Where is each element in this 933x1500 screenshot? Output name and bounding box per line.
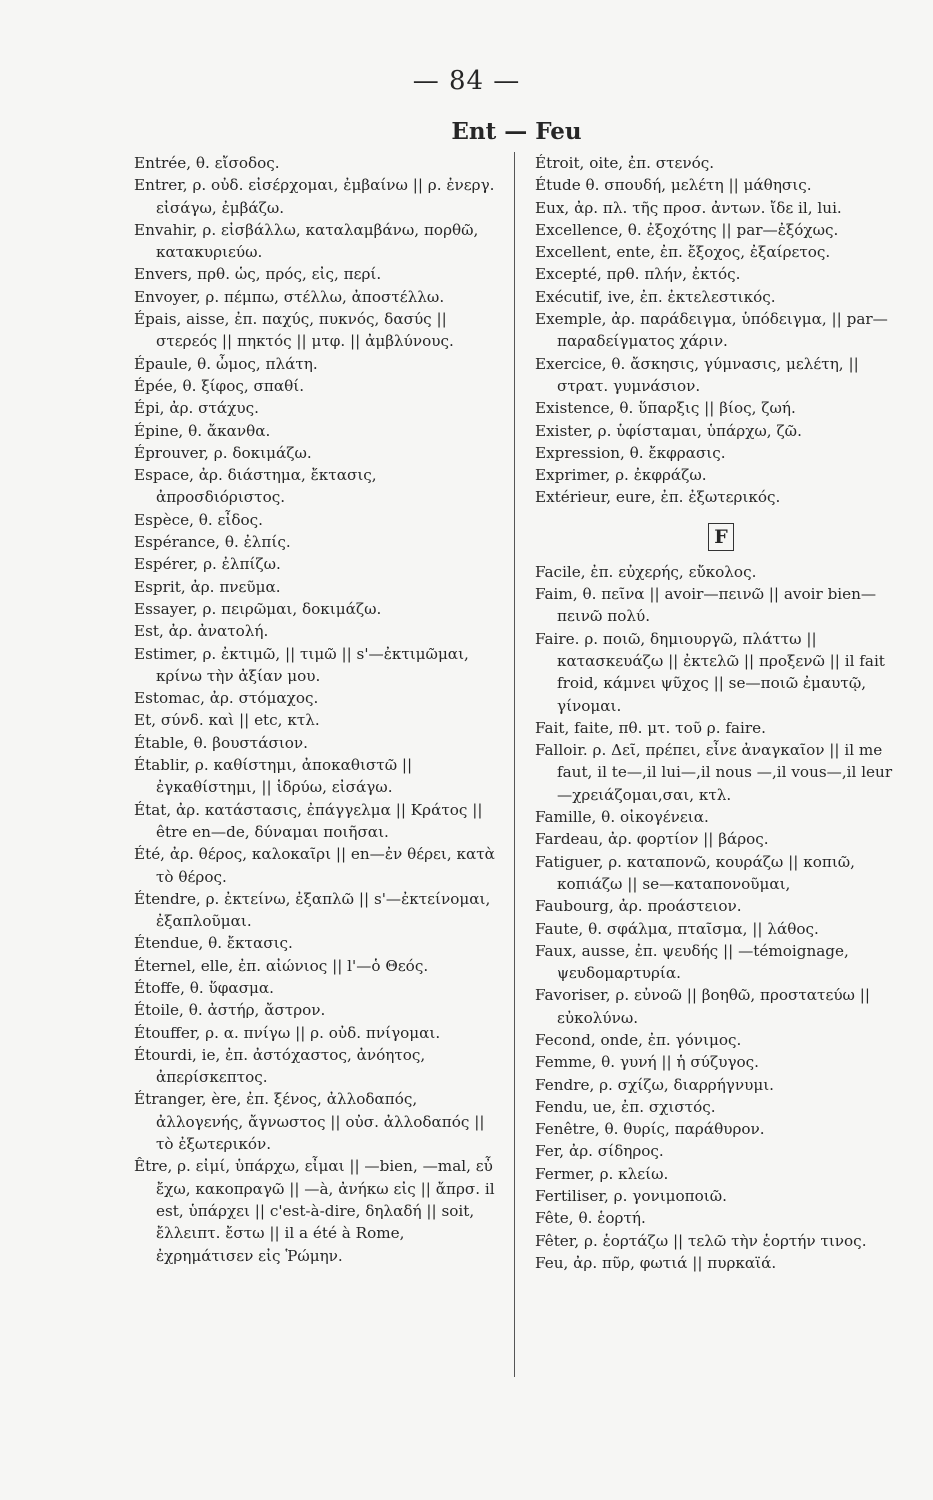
dictionary-entry: Fendre, ρ. σχίζω, διαρρήγνυμι. (535, 1075, 774, 1094)
dictionary-entry: Eux, ἀρ. πλ. τῆς προσ. ἀντων. ἴδε il, lui. (535, 198, 842, 217)
dictionary-entry: Fer, ἀρ. σίδηρος. (535, 1142, 664, 1161)
dictionary-entry: Épaule, θ. ὦμος, πλάτη. (134, 354, 318, 373)
column-divider (514, 152, 515, 1377)
dictionary-entry: Facile, ἐπ. εὐχερής, εὔκολος. (535, 562, 757, 581)
dictionary-entry: Étranger, ère, ἐπ. ξένος, ἀλλοδαπός, ἀλλογενής, ἄγνωστος || οὐσ. ἀλλοδαπός || τὸ ἐξωτερικόν. (134, 1090, 485, 1154)
dictionary-entry: Fait, faite, πθ. μτ. τοῦ ρ. faire. (535, 718, 766, 737)
dictionary-entry: Faubourg, ἀρ. προάστειον. (535, 897, 742, 916)
dictionary-entry: Entrer, ρ. οὐδ. εἰσέρχομαι, ἐμβαίνω || ρ. ἐνεργ. εἰσάγω, ἐμβάζω. (134, 176, 495, 217)
dictionary-entry: Fermer, ρ. κλείω. (535, 1164, 669, 1183)
dictionary-entry: Essayer, ρ. πειρῶμαι, δοκιμάζω. (134, 599, 382, 618)
dictionary-entry: Esprit, ἀρ. πνεῦμα. (134, 577, 281, 596)
section-letter-heading (535, 523, 907, 551)
right-column (535, 152, 907, 1274)
dictionary-entry: Feu, ἀρ. πῦρ, φωτιά || πυρκαϊά. (535, 1253, 777, 1272)
dictionary-entry: Faux, ausse, ἐπ. ψευδής || —témoignage, ψευδομαρτυρία. (535, 941, 849, 983)
dictionary-entry: Exercice, θ. ἄσκησις, γύμνασις, μελέτη, || στρατ. γυμνάσιον. (535, 354, 859, 395)
dictionary-entry: Fendu, ue, ἐπ. σχιστός. (535, 1097, 716, 1116)
dictionary-entry: Étendre, ρ. ἐκτείνω, ἐξαπλῶ || s'—ἐκτείνομαι, ἐξαπλοῦμαι. (134, 889, 491, 931)
dictionary-entry: Faute, θ. σφάλμα, πταῖσμα, || λάθος. (535, 919, 819, 938)
dictionary-entry: Fardeau, ἀρ. φορτίον || βάρος. (535, 830, 769, 849)
dictionary-entry: Fenêtre, θ. θυρίς, παράθυρον. (535, 1120, 765, 1139)
dictionary-entry: Exécutif, ive, ἐπ. ἐκτελεστικός. (535, 287, 776, 306)
dictionary-entry: Exprimer, ρ. ἐκφράζω. (535, 466, 707, 485)
right-column-e-entries (535, 152, 907, 509)
left-column (134, 152, 504, 1267)
dictionary-entry: Étouffer, ρ. α. πνίγω || ρ. οὐδ. πνίγομαι. (134, 1023, 441, 1042)
dictionary-entry: Fêter, ρ. ἑορτάζω || τελῶ τὴν ἑορτήν τινος. (535, 1231, 867, 1250)
dictionary-entry: Exemple, ἀρ. παράδειγμα, ὑπόδειγμα, || par—παραδείγματος χάριν. (535, 310, 888, 351)
dictionary-entry: Étable, θ. βουστάσιον. (134, 733, 308, 752)
dictionary-entry: Excepté, πρθ. πλήν, ἐκτός. (535, 265, 741, 284)
dictionary-entry: Épi, ἀρ. στάχυς. (134, 399, 259, 418)
dictionary-entry: Excellent, ente, ἐπ. ἔξοχος, ἐξαίρετος. (535, 243, 831, 262)
dictionary-entry: Expression, θ. ἔκφρασις. (535, 443, 726, 462)
dictionary-entry: Existence, θ. ὕπαρξις || βίος, ζωή. (535, 399, 796, 418)
dictionary-entry: Épine, θ. ἄκανθα. (134, 421, 271, 440)
dictionary-entry: Favoriser, ρ. εὐνοῶ || βοηθῶ, προστατεύω || εὐκολύνω. (535, 986, 870, 1027)
dictionary-entry: Est, ἀρ. ἀνατολή. (134, 622, 269, 641)
dictionary-entry: Faim, θ. πεῖνα || avoir—πεινῶ || avoir bien—πεινῶ πολύ. (535, 585, 877, 626)
dictionary-entry: Et, σύνδ. καὶ || etc, κτλ. (134, 711, 320, 730)
dictionary-entry: Envoyer, ρ. πέμπω, στέλλω, ἀποστέλλω. (134, 287, 445, 306)
dictionary-entry: Étoile, θ. ἀστήρ, ἄστρον. (134, 1001, 326, 1020)
dictionary-entry: Épais, aisse, ἐπ. παχύς, πυκνός, δασύς || στερεός || πηκτός || μτφ. || ἀμβλύνους. (134, 310, 454, 351)
dictionary-entry: Estimer, ρ. ἐκτιμῶ, || τιμῶ || s'—ἐκτιμῶμαι, κρίνω τὴν ἀξίαν μου. (134, 644, 469, 685)
dictionary-entry: Espèce, θ. εἶδος. (134, 510, 263, 529)
dictionary-entry: Étoffe, θ. ὕφασμα. (134, 978, 275, 997)
dictionary-entry: Épée, θ. ξίφος, σπαθί. (134, 376, 305, 395)
dictionary-entry: Femme, θ. γυνή || ἡ σύζυγος. (535, 1053, 760, 1072)
dictionary-entry: Éprouver, ρ. δοκιμάζω. (134, 443, 312, 462)
page-number: — 84 — (412, 66, 521, 96)
dictionary-entry: Fecond, onde, ἐπ. γόνιμος. (535, 1030, 742, 1049)
dictionary-entry: Entrée, θ. εἴσοδος. (134, 154, 280, 172)
dictionary-entry: Étude θ. σπουδή, μελέτη || μάθησις. (535, 176, 812, 195)
section-letter: F (708, 523, 734, 551)
dictionary-entry: Étourdi, ie, ἐπ. ἀστόχαστος, ἀνόητος, ἀπερίσκεπτος. (134, 1045, 426, 1087)
dictionary-entry: Extérieur, eure, ἐπ. ἐξωτερικός. (535, 488, 781, 507)
dictionary-entry: Fatiguer, ρ. καταπονῶ, κουράζω || κοπιῶ, κοπιάζω || se—καταπονοῦμαι, (535, 852, 855, 893)
dictionary-entry: Fête, θ. ἑορτή. (535, 1209, 646, 1228)
dictionary-entry: Étroit, oite, ἐπ. στενός. (535, 154, 715, 172)
dictionary-entry: Fertiliser, ρ. γονιμοποιῶ. (535, 1187, 727, 1206)
dictionary-entry: Établir, ρ. καθίστημι, ἀποκαθιστῶ || ἐγκαθίστημι, || ἱδρύω, εἰσάγω. (134, 756, 413, 797)
running-head: Ent — Feu (451, 118, 582, 145)
dictionary-entry: Espérance, θ. ἐλπίς. (134, 533, 291, 552)
dictionary-entry: Éternel, elle, ἐπ. αἰώνιος || l'—ὁ Θεός. (134, 956, 429, 975)
dictionary-entry: Envers, πρθ. ὡς, πρός, εἰς, περί. (134, 265, 382, 284)
dictionary-entry: Étendue, θ. ἔκτασις. (134, 934, 293, 953)
dictionary-entry: Faire. ρ. ποιῶ, δημιουργῶ, πλάττω || κατασκευάζω || ἐκτελῶ || προξενῶ || il fait froid, κάμνει ψῦχος || se—ποιῶ ἐμαυτῷ, γίνομαι. (535, 629, 885, 715)
dictionary-entry: Été, ἀρ. θέρος, καλοκαῖρι || en—ἐν θέρει, κατὰ τὸ θέρος. (134, 845, 495, 886)
dictionary-entry: Exister, ρ. ὑφίσταμαι, ὑπάρχω, ζῶ. (535, 421, 802, 440)
right-column-f-entries (535, 561, 907, 1275)
dictionary-entry: Envahir, ρ. εἰσβάλλω, καταλαμβάνω, πορθῶ, κατακυριεύω. (134, 220, 479, 262)
dictionary-entry: Famille, θ. οἰκογένεια. (535, 808, 709, 827)
dictionary-entry: Espérer, ρ. ἐλπίζω. (134, 555, 281, 574)
dictionary-entry: Falloir. ρ. Δεῖ, πρέπει, εἶνε ἀναγκαῖον || il me faut, il te—,il lui—,il nous —,il vous—,il leur—χρειάζομαι,σαι, κτλ. (535, 741, 893, 804)
dictionary-entry: Espace, ἀρ. διάστημα, ἔκτασις, ἀπροσδιόριστος. (134, 466, 377, 507)
dictionary-entry: Être, ρ. εἰμί, ὑπάρχω, εἶμαι || —bien, —mal, εὖ ἔχω, κακοπραγῶ || —à, ἀνήκω εἰς || ἄπρσ. il est, ὑπάρχει || c'est-à-dire, δηλαδή || soit, ἔλλειπτ. ἔστω || il a été à Rome, ἐχρημάτισεν εἰς Ῥώμην. (134, 1157, 495, 1265)
dictionary-entry: Excellence, θ. ἐξοχότης || par—ἐξόχως. (535, 220, 839, 239)
dictionary-entry: Estomac, ἀρ. στόμαχος. (134, 689, 319, 708)
dictionary-entry: État, ἀρ. κατάστασις, ἐπάγγελμα || Κράτος || être en—de, δύναμαι ποιῆσαι. (134, 800, 483, 841)
